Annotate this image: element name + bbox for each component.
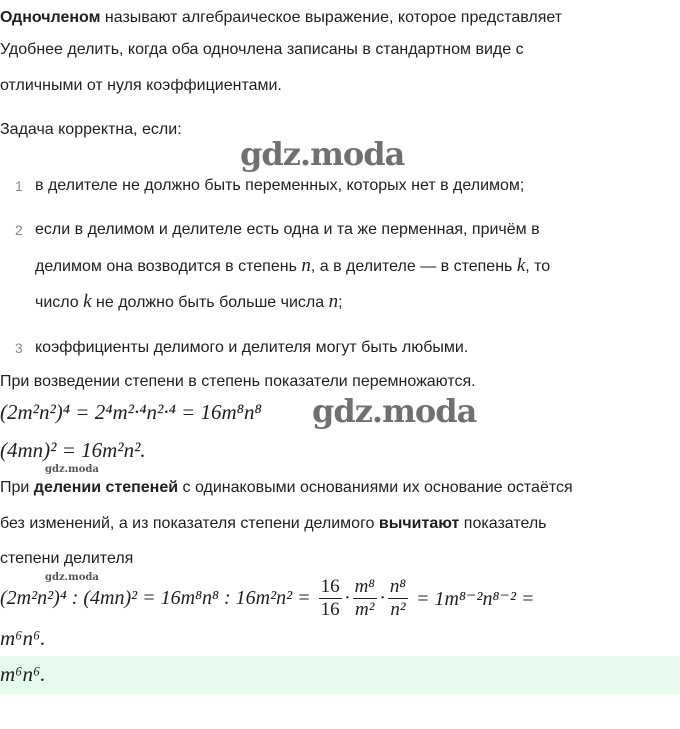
text: ;: [338, 294, 343, 311]
list-item-3: коэффициенты делимого и делителя могут быть любыми.: [35, 339, 469, 356]
equation-3-continuation: m⁶n⁶.: [0, 626, 46, 650]
list-item-2-line-1: если в делимом и делителе есть одна и та же перменная, причём в: [35, 221, 540, 238]
equation-2: (4mn)² = 16m²n².: [0, 438, 146, 462]
watermark: gdz.moda: [240, 135, 405, 173]
intro-line-3: отличными от нуля коэффициентами.: [0, 77, 282, 94]
answer-box: [0, 656, 680, 694]
list-number: 1: [15, 178, 23, 194]
numerator: n⁸: [389, 576, 407, 597]
watermark: gdz.moda: [312, 392, 477, 430]
fraction-m: [353, 576, 377, 621]
watermark: gdz.moda: [45, 464, 99, 475]
denominator: m²: [355, 599, 375, 620]
text: с одинаковыми основаниями их основание остаётся: [178, 479, 573, 496]
dot: ·: [379, 587, 385, 609]
bold-text: делении степеней: [33, 479, 179, 496]
division-rule-line-3: степени делителя: [0, 550, 134, 567]
eq3-rhs: = 1m⁸⁻²n⁸⁻² =: [416, 588, 535, 610]
numerator: m⁸: [354, 576, 375, 597]
text: При: [0, 479, 34, 496]
intro-text: называют алгебраическое выражение, которое представляет: [100, 9, 563, 26]
power-rule: При возведении степени в степень показатели перемножаются.: [0, 373, 476, 390]
bold-text: вычитают: [378, 515, 460, 532]
dot: ·: [344, 587, 350, 609]
text: , а в делителе — в степень: [310, 258, 517, 275]
equation-3: [0, 576, 534, 621]
task-heading: Задача корректна, если:: [0, 121, 182, 138]
intro-line-2: Удобнее делить, когда оба одночлена записаны в стандартном виде с: [0, 41, 524, 58]
denominator: n²: [390, 599, 406, 620]
list-item-1: в делителе не должно быть переменных, которых нет в делимом;: [35, 177, 525, 194]
answer: m⁶n⁶.: [0, 662, 46, 686]
text: без изменений, а из показателя степени делимого: [0, 515, 379, 532]
list-item-2-line-3: [35, 292, 343, 313]
term-bold: Одночленом: [0, 9, 101, 26]
list-number: 3: [15, 340, 23, 356]
var-k: k: [83, 291, 92, 312]
fraction-n: [388, 576, 408, 621]
division-rule-line-1: [0, 478, 573, 498]
text: , то: [525, 258, 551, 275]
numerator: 16: [320, 576, 340, 597]
watermark: gdz.moda: [45, 572, 99, 583]
var-n: n: [328, 291, 339, 312]
list-number: 2: [15, 222, 23, 238]
text: число: [35, 294, 84, 311]
division-rule-line-2: [0, 514, 547, 534]
denominator: 16: [320, 599, 340, 620]
text: делимом она возводится в степень: [35, 258, 302, 275]
equation-1: (2m²n²)⁴ = 2⁴m²·⁴n²·⁴ = 16m⁸n⁸: [0, 400, 262, 424]
text: показатель: [459, 515, 547, 532]
intro-line-1: [0, 8, 562, 28]
text: не должно быть больше числа: [91, 294, 329, 311]
list-item-2-line-2: [35, 256, 550, 277]
var-k: k: [516, 255, 526, 276]
eq3-lhs: (2m²n²)⁴ : (4mn)² = 16m⁸n⁸ : 16m²n² =: [0, 587, 311, 609]
var-n: n: [301, 255, 311, 276]
fraction-coefficients: [319, 576, 342, 621]
